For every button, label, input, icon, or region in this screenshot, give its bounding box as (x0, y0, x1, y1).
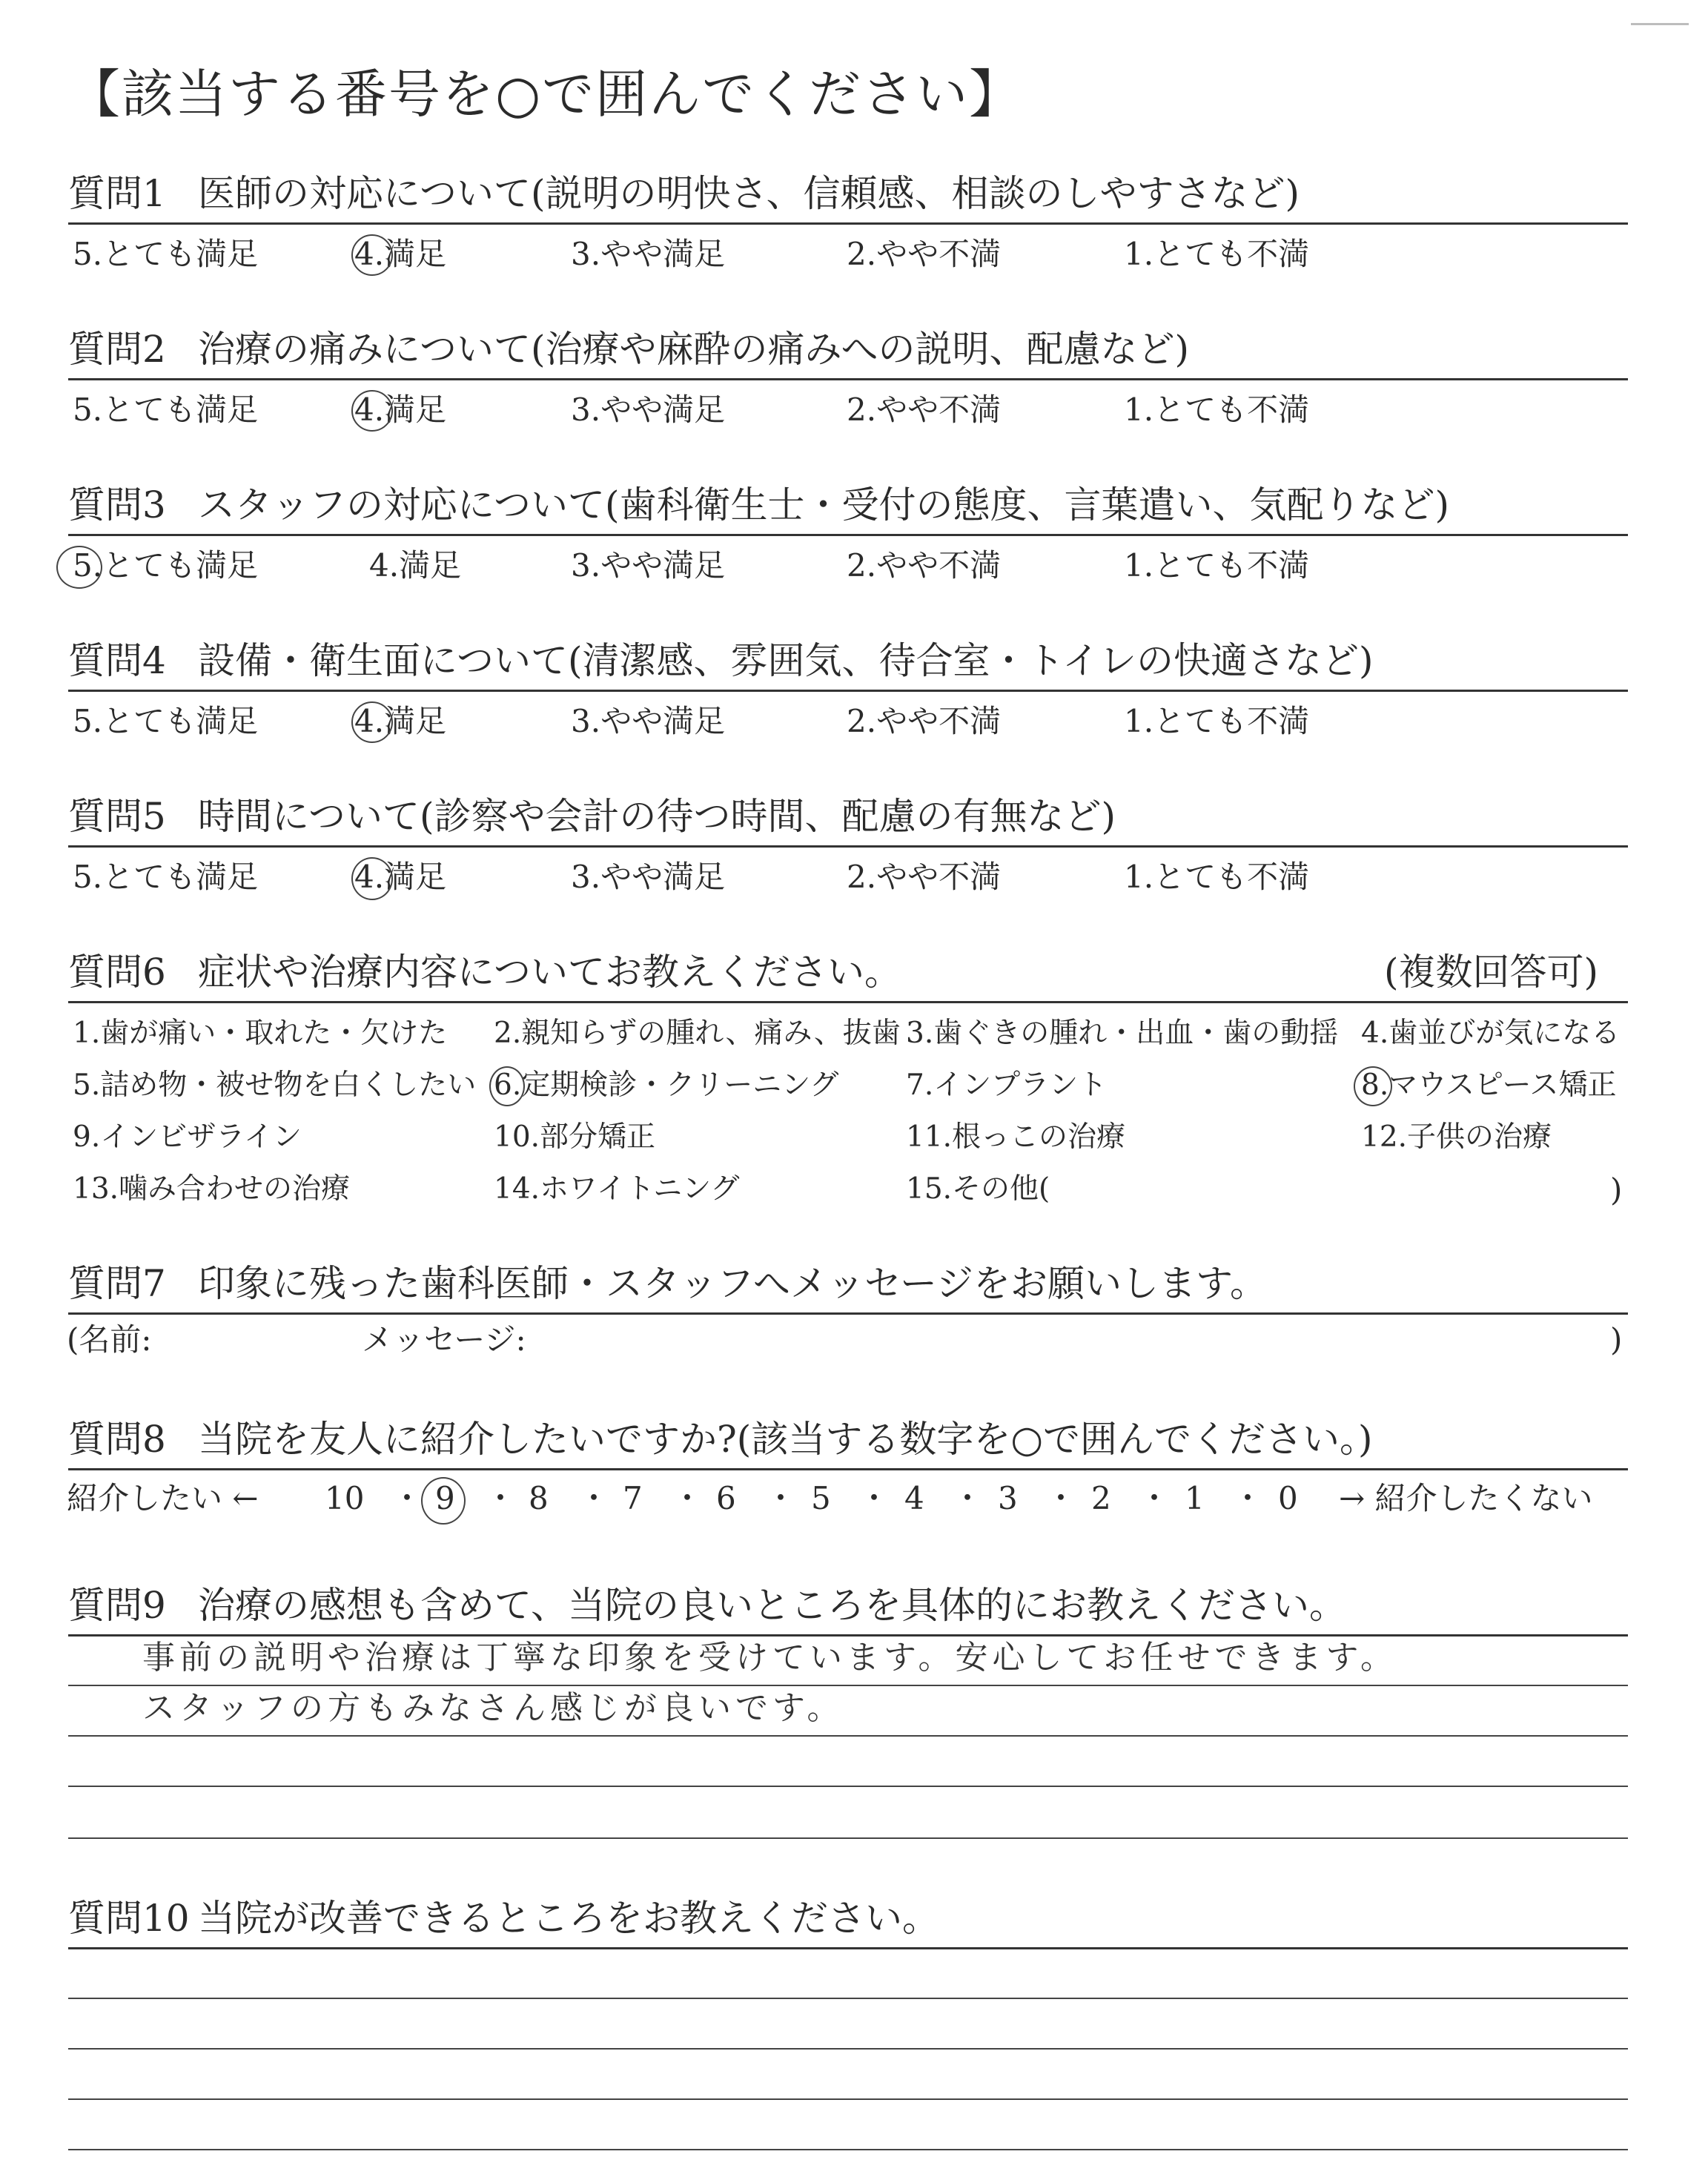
q8-scale-6[interactable]: 6 (716, 1480, 736, 1516)
q6-option-11[interactable]: 11.根っこの治療 (906, 1120, 1126, 1154)
q6-option-2[interactable]: 2.親知らずの腫れ、痛み、抜歯 (494, 1017, 901, 1050)
q6-option-6-circle (489, 1066, 525, 1106)
question-9-rule (68, 1634, 1628, 1636)
question-3-title (68, 483, 1450, 526)
q10-answer-line (68, 2098, 1628, 2100)
q3-selection-circle (56, 546, 102, 589)
q2-selection-circle (351, 390, 393, 432)
q8-dot: ・ (578, 1480, 610, 1516)
question-7-title (68, 1262, 1267, 1305)
question-1-title (68, 172, 1300, 215)
q8-dot: ・ (765, 1480, 797, 1516)
q8-scale-2[interactable]: 2 (1091, 1480, 1111, 1516)
q6-option-6[interactable]: 6.定期検診・クリーニング (494, 1069, 839, 1102)
question-number: 質問2 (68, 328, 166, 371)
question-5-title (68, 795, 1116, 838)
q8-dot: ・ (952, 1480, 984, 1516)
q4-option-5[interactable]: 5.とても満足 (73, 703, 259, 739)
q6-option-5[interactable]: 5.詰め物・被せ物を白くしたい (73, 1069, 477, 1102)
q8-dot: ・ (485, 1480, 517, 1516)
question-3-rule (68, 534, 1628, 536)
q4-option-4[interactable]: 4.満足 (354, 703, 447, 739)
q3-option-3[interactable]: 3.やや満足 (571, 547, 726, 584)
q6-option-15[interactable]: 15.その他( (906, 1172, 1050, 1206)
q10-answer-line (68, 2048, 1628, 2050)
q9-answer-line (68, 1837, 1628, 1839)
question-6-title (68, 951, 901, 994)
question-number: 質問4 (68, 639, 166, 682)
q5-selection-circle (351, 857, 393, 900)
q10-answer-line (68, 2149, 1628, 2150)
question-text: 時間について(診察や会計の待つ時間、配慮の有無など) (198, 795, 1116, 838)
q6-option-8-circle (1354, 1066, 1392, 1106)
q4-option-3[interactable]: 3.やや満足 (571, 703, 726, 739)
q2-option-5[interactable]: 5.とても満足 (73, 392, 259, 428)
question-number: 質問5 (68, 795, 166, 838)
question-9-title (68, 1584, 1346, 1627)
question-text: 医師の対応について(説明の明快さ、信頼感、相談のしやすさなど) (198, 172, 1300, 215)
q8-selection-circle (421, 1477, 466, 1525)
question-7-rule (68, 1312, 1628, 1315)
q6-option-12[interactable]: 12.子供の治療 (1361, 1120, 1552, 1154)
q6-option-8[interactable]: 8.マウスピース矯正 (1361, 1069, 1617, 1102)
q7-message-label: メッセージ: (362, 1321, 526, 1358)
question-6-rule (68, 1001, 1628, 1003)
q1-option-5[interactable]: 5.とても満足 (73, 236, 259, 272)
q8-scale-5[interactable]: 5 (811, 1480, 831, 1516)
q5-option-5[interactable]: 5.とても満足 (73, 859, 259, 895)
question-text: 当院を友人に紹介したいですか?(該当する数字を○で囲んでください。) (198, 1418, 1373, 1461)
q5-option-3[interactable]: 3.やや満足 (571, 859, 726, 895)
question-1-rule (68, 222, 1628, 225)
q5-option-4[interactable]: 4.満足 (354, 859, 447, 895)
question-text: スタッフの対応について(歯科衛生士・受付の態度、言葉遣い、気配りなど) (198, 483, 1450, 526)
question-10-rule (68, 1947, 1628, 1949)
question-8-title (68, 1418, 1373, 1461)
q8-scale-3[interactable]: 3 (998, 1480, 1018, 1516)
q4-selection-circle (351, 701, 393, 743)
q8-dot: ・ (858, 1480, 890, 1516)
question-2-rule (68, 378, 1628, 380)
q8-scale-10[interactable]: 10 (325, 1480, 365, 1516)
q8-right-label: → 紹介したくない (1339, 1480, 1593, 1516)
question-text: 症状や治療内容についてお教えください。 (198, 951, 901, 994)
question-text: 治療の痛みについて(治療や麻酔の痛みへの説明、配慮など) (198, 328, 1190, 371)
q9-answer-line (68, 1735, 1628, 1737)
question-4-rule (68, 690, 1628, 692)
question-8-rule (68, 1468, 1628, 1470)
q9-answer-line (68, 1786, 1628, 1787)
q8-dot: ・ (1139, 1480, 1171, 1516)
q6-other-close-paren: ) (1610, 1172, 1623, 1208)
q8-scale-1[interactable]: 1 (1185, 1480, 1205, 1516)
q6-option-3[interactable]: 3.歯ぐきの腫れ・出血・歯の動揺 (906, 1017, 1339, 1050)
q6-option-13[interactable]: 13.噛み合わせの治療 (73, 1172, 351, 1206)
q1-option-3[interactable]: 3.やや満足 (571, 236, 726, 272)
q2-option-1[interactable]: 1.とても不満 (1124, 392, 1310, 428)
q8-scale-7[interactable]: 7 (623, 1480, 643, 1516)
q1-option-4[interactable]: 4.満足 (354, 236, 447, 272)
question-text: 印象に残った歯科医師・スタッフへメッセージをお願いします。 (198, 1262, 1267, 1305)
q6-option-14[interactable]: 14.ホワイトニング (494, 1172, 740, 1206)
question-number: 質問7 (68, 1262, 166, 1305)
q8-dot: ・ (1232, 1480, 1264, 1516)
q5-option-1[interactable]: 1.とても不満 (1124, 859, 1310, 895)
page-heading: 【該当する番号を○で囲んでください】 (68, 64, 1023, 125)
q8-scale-4[interactable]: 4 (904, 1480, 924, 1516)
q3-option-4[interactable]: 4.満足 (369, 547, 462, 584)
question-number: 質問3 (68, 483, 166, 526)
question-4-title (68, 639, 1374, 682)
q2-option-2[interactable]: 2.やや不満 (847, 392, 1002, 428)
question-10-title (68, 1897, 939, 1940)
q7-close-paren: ) (1610, 1321, 1623, 1358)
question-number: 質問1 (68, 172, 166, 215)
q3-option-1[interactable]: 1.とても不満 (1124, 547, 1310, 584)
q3-option-2[interactable]: 2.やや不満 (847, 547, 1002, 584)
q4-option-1[interactable]: 1.とても不満 (1124, 703, 1310, 739)
q9-answer-line (68, 1685, 1628, 1686)
question-number: 質問10 (68, 1897, 190, 1940)
q2-option-3[interactable]: 3.やや満足 (571, 392, 726, 428)
q6-option-10[interactable]: 10.部分矯正 (494, 1120, 656, 1154)
q3-option-5[interactable]: 5.とても満足 (73, 547, 259, 584)
q5-option-2[interactable]: 2.やや不満 (847, 859, 1002, 895)
q7-name-label: (名前: (67, 1321, 152, 1358)
q8-dot: ・ (391, 1480, 423, 1516)
q9-handwritten-line-2: スタッフの方もみなさん感じが良いです。 (142, 1689, 844, 1727)
question-text: 設備・衛生面について(清潔感、雰囲気、待合室・トイレの快適さなど) (198, 639, 1374, 682)
q8-scale-8[interactable]: 8 (529, 1480, 549, 1516)
q4-option-2[interactable]: 2.やや不満 (847, 703, 1002, 739)
q8-dot: ・ (1045, 1480, 1077, 1516)
q8-scale-0[interactable]: 0 (1278, 1480, 1298, 1516)
q6-option-7[interactable]: 7.インプラント (906, 1069, 1108, 1102)
q1-option-1[interactable]: 1.とても不満 (1124, 236, 1310, 272)
q6-option-9[interactable]: 9.インビザライン (73, 1120, 302, 1154)
q1-selection-circle (351, 234, 393, 276)
q2-option-4[interactable]: 4.満足 (354, 392, 447, 428)
q8-dot: ・ (672, 1480, 704, 1516)
q9-handwritten-line-1: 事前の説明や治療は丁寧な印象を受けています。安心してお任せできます。 (142, 1639, 1397, 1677)
question-number: 質問6 (68, 951, 166, 994)
question-2-title (68, 328, 1190, 371)
question-number: 質問9 (68, 1584, 166, 1627)
q10-answer-line (68, 1998, 1628, 1999)
question-text: 治療の感想も含めて、当院の良いところを具体的にお教えください。 (198, 1584, 1346, 1627)
q6-option-1[interactable]: 1.歯が痛い・取れた・欠けた (73, 1017, 448, 1050)
question-number: 質問8 (68, 1418, 166, 1461)
question-text: 当院が改善できるところをお教えください。 (198, 1897, 939, 1940)
q6-option-4[interactable]: 4.歯並びが気になる (1361, 1017, 1621, 1050)
q8-left-label: 紹介したい ← (67, 1480, 259, 1516)
multiple-answers-note: (複数回答可) (1383, 951, 1598, 994)
question-5-rule (68, 845, 1628, 848)
q8-scale-9[interactable]: 9 (435, 1480, 455, 1516)
scan-edge-mark (1631, 23, 1689, 25)
q1-option-2[interactable]: 2.やや不満 (847, 236, 1002, 272)
